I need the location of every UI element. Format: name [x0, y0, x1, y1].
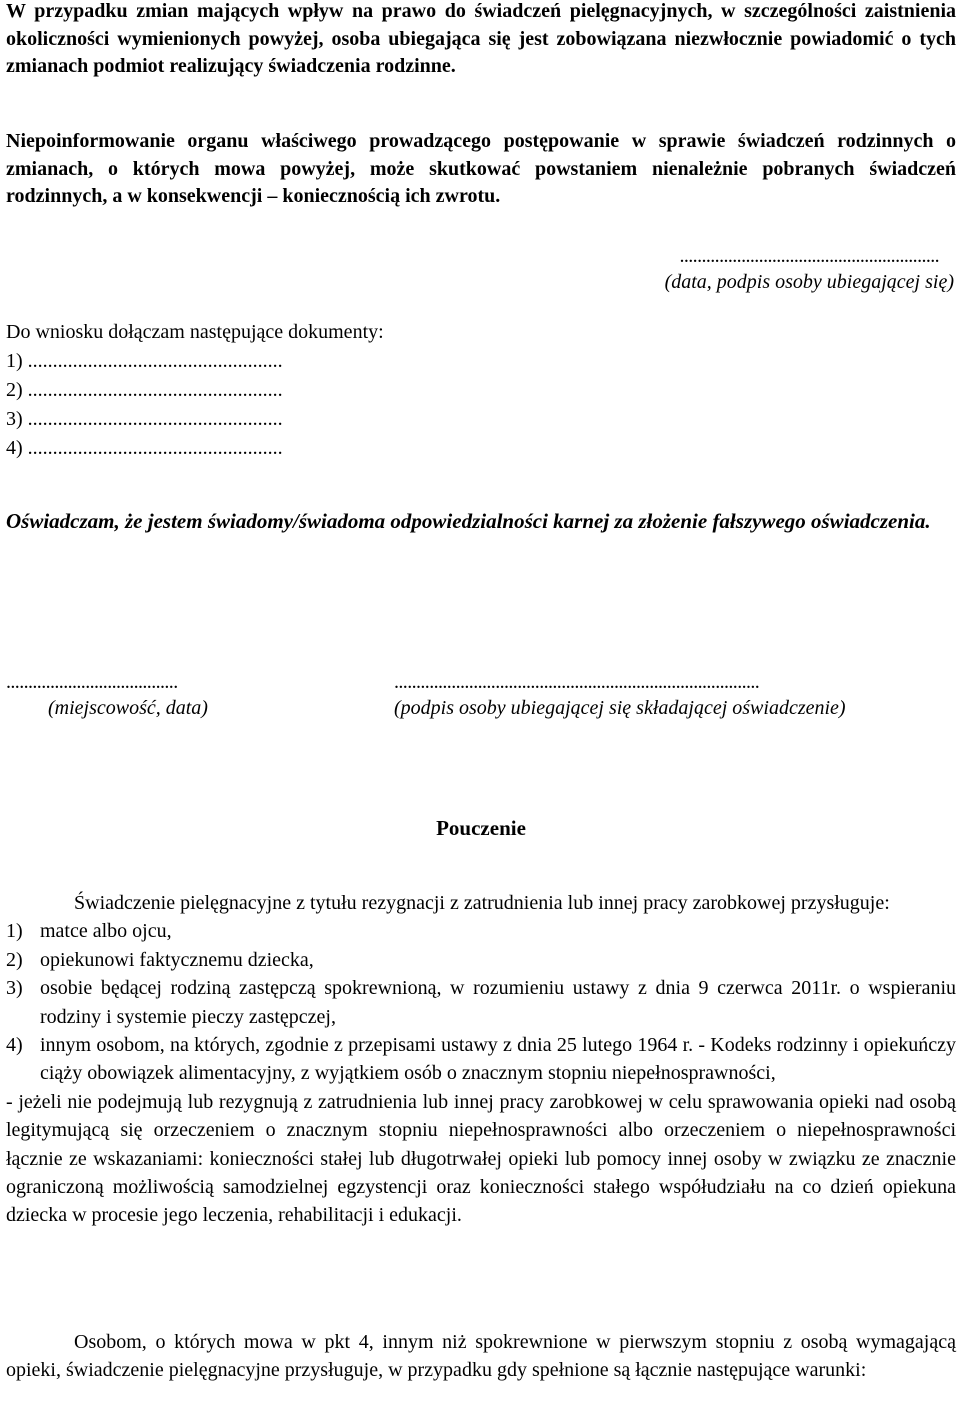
- instruction-body: [6, 889, 956, 1230]
- item-text: innym osobom, na których, zgodnie z przepisami ustawy z dnia 25 lutego 1964 r. - Kodeks rodzinny i opiekuńczy ciąży obowiązek alimentacyjny, z wyjątkiem osób o znacznym stopniu niepełnosprawności,: [40, 1034, 956, 1085]
- applicant-signature-block: [665, 243, 954, 295]
- instruction-list-item: [6, 946, 956, 974]
- attachments-list: [6, 318, 384, 463]
- attachments-intro: Do wniosku dołączam następujące dokumenty:: [6, 321, 384, 343]
- change-notice-paragraph: W przypadku zmian mających wpływ na prawo do świadczeń pielęgnacyjnych, w szczególności zaistnienia okoliczności wymienionych powyżej, osoba ubiegająca się jest zobowiązana niezwłocznie powiadomić o tych zmianach podmiot realizujący świadczenia rodzinne.: [6, 0, 956, 77]
- attachment-line: 3) ...................................................: [6, 408, 283, 430]
- item-number: 3): [6, 977, 23, 1000]
- attachment-line: 2) ...................................................: [6, 379, 283, 401]
- place-date-block: [6, 669, 250, 721]
- place-date-dots: .......................................: [6, 671, 178, 693]
- instruction-list-item: [6, 1031, 956, 1088]
- declaration-signature-label: (podpis osoby ubiegającej się składającej oświadczenie): [394, 697, 846, 719]
- item-number: 1): [6, 920, 23, 943]
- declaration-signature-block: [394, 669, 954, 721]
- item-text: matce albo ojcu,: [40, 920, 172, 943]
- item-text: opiekunowi faktycznemu dziecka,: [40, 948, 314, 971]
- attachment-line: 1) ...................................................: [6, 350, 283, 372]
- item-text: osobie będącej rodziną zastępczą spokrewnioną, w rozumieniu ustawy z dnia 9 czerwca 2011r. o wspieraniu rodziny i systemie pieczy zastępczej,: [40, 977, 956, 1028]
- relatives-conditions-paragraph: Osobom, o których mowa w pkt 4, innym niż spokrewnione w pierwszym stopniu z osobą wymagającą opieki, świadczenie pielęgnacyjne przysługuje, w przypadku gdy spełnione są łącznie następujące warunki:: [6, 1331, 956, 1382]
- attachment-line: 4) ...................................................: [6, 437, 283, 459]
- instruction-list-item: [6, 974, 956, 1031]
- item-number: 2): [6, 948, 23, 971]
- place-date-label: (miejscowość, data): [48, 697, 208, 719]
- non-notification-paragraph: Niepoinformowanie organu właściwego prowadzącego postępowanie w sprawie świadczeń rodzinnych o zmianach, o których mowa powyżej, może skutkować powstaniem nienależnie pobranych świadczeń rodzinnych, a w konsekwencji – koniecznością ich zwrotu.: [6, 130, 956, 207]
- criminal-liability-statement: Oświadczam, że jestem świadomy/świadoma odpowiedzialności karnej za złożenie fałszywego oświadczenia.: [6, 509, 931, 533]
- care-condition-paragraph: - jeżeli nie podejmują lub rezygnują z zatrudnienia lub innej pracy zarobkowej w celu sprawowania opieki nad osobą legitymującą się orzeczeniem o znacznym stopniu niepełnosprawności albo orzeczeniem o niepełnosprawności łącznie ze wskazaniami: konieczności stałej lub długotrwałej opieki lub pomocy innej osoby w związku ze znacznie ograniczoną możliwością samodzielnej egzystencji oraz konieczności stałego współudziału na co dzień opiekuna dziecka w procesie jego leczenia, rehabilitacji i edukacji.: [6, 1090, 956, 1227]
- instruction-heading: Pouczenie: [436, 816, 526, 840]
- instruction-intro: Świadczenie pielęgnacyjne z tytułu rezygnacji z zatrudnienia lub innej pracy zarobkowej przysługuje:: [74, 892, 890, 914]
- signature-dots: ...........................................................: [679, 245, 940, 267]
- declaration-signature-dots: ...................................................................................: [394, 671, 760, 693]
- item-number: 4): [6, 1034, 23, 1057]
- instruction-list-item: [6, 917, 956, 945]
- signature-label: (data, podpis osoby ubiegającej się): [664, 271, 954, 293]
